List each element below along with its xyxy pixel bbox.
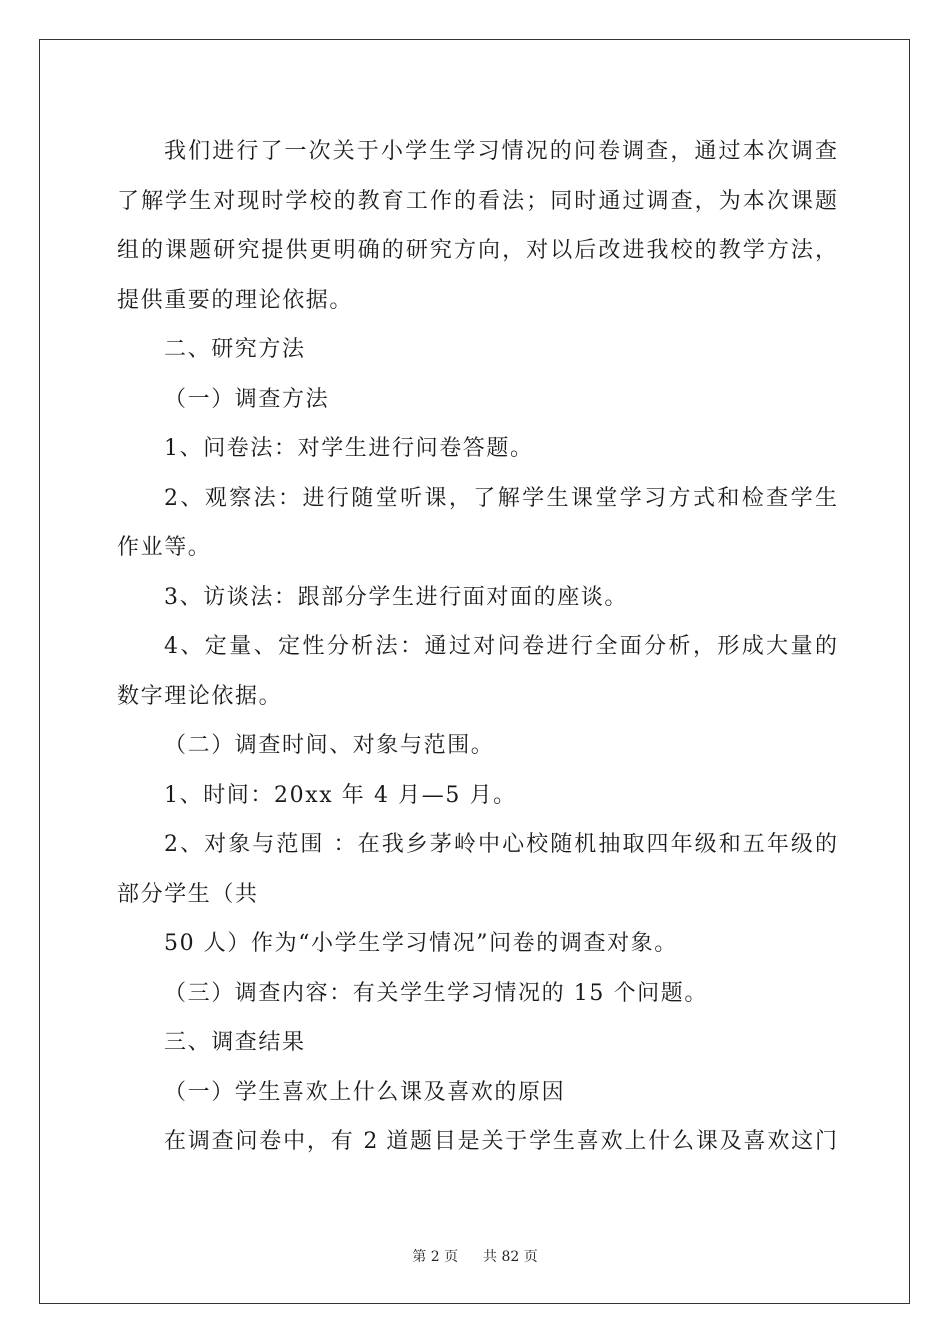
text-line: （一）调查方法	[164, 386, 330, 412]
text-line: 3、访谈法：跟部分学生进行面对面的座谈。	[164, 584, 628, 610]
text-line: 1、时间：20xx 年 4 月—5 月。	[164, 782, 517, 808]
text-line: 数字理论依据。	[117, 683, 283, 709]
document-body	[117, 127, 837, 1167]
text-line: 二、研究方法	[164, 337, 306, 362]
text-line: （二）调查时间、对象与范围。	[164, 733, 495, 758]
text-line: 三、调查结果	[164, 1030, 306, 1055]
text-line: 1、问卷法：对学生进行问卷答题。	[164, 436, 534, 461]
page-total: 共 82 页	[483, 1249, 538, 1265]
text-line: 在调查问卷中，有 2 道题目是关于学生喜欢上什么课及喜欢这门	[164, 1129, 837, 1154]
page-footer	[0, 1246, 950, 1266]
text-line: 我们进行了一次关于小学生学习情况的问卷调查，通过本次调查	[164, 139, 837, 164]
text-line: 提供重要的理论依据。	[117, 287, 354, 313]
text-line: 了解学生对现时学校的教育工作的看法；同时通过调查，为本次课题	[117, 188, 837, 214]
text-line: 4、定量、定性分析法：通过对问卷进行全面分析，形成大量的	[164, 634, 837, 659]
text-line: 2、观察法：进行随堂听课，了解学生课堂学习方式和检查学生	[164, 485, 837, 511]
text-line: 2、对象与范围 ：在我乡茅岭中心校随机抽取四年级和五年级的	[164, 832, 837, 857]
text-line: 部分学生（共	[117, 881, 259, 907]
page-number: 第 2 页	[412, 1249, 459, 1265]
text-line: 组的课题研究提供更明确的研究方向，对以后改进我校的教学方法，	[117, 238, 837, 263]
text-line: （三）调查内容：有关学生学习情况的 15 个问题。	[164, 980, 708, 1006]
text-line: 作业等。	[117, 535, 212, 560]
text-line: （一）学生喜欢上什么课及喜欢的原因	[164, 1079, 566, 1105]
text-line: 50 人）作为“小学生学习情况”问卷的调查对象。	[164, 931, 678, 956]
